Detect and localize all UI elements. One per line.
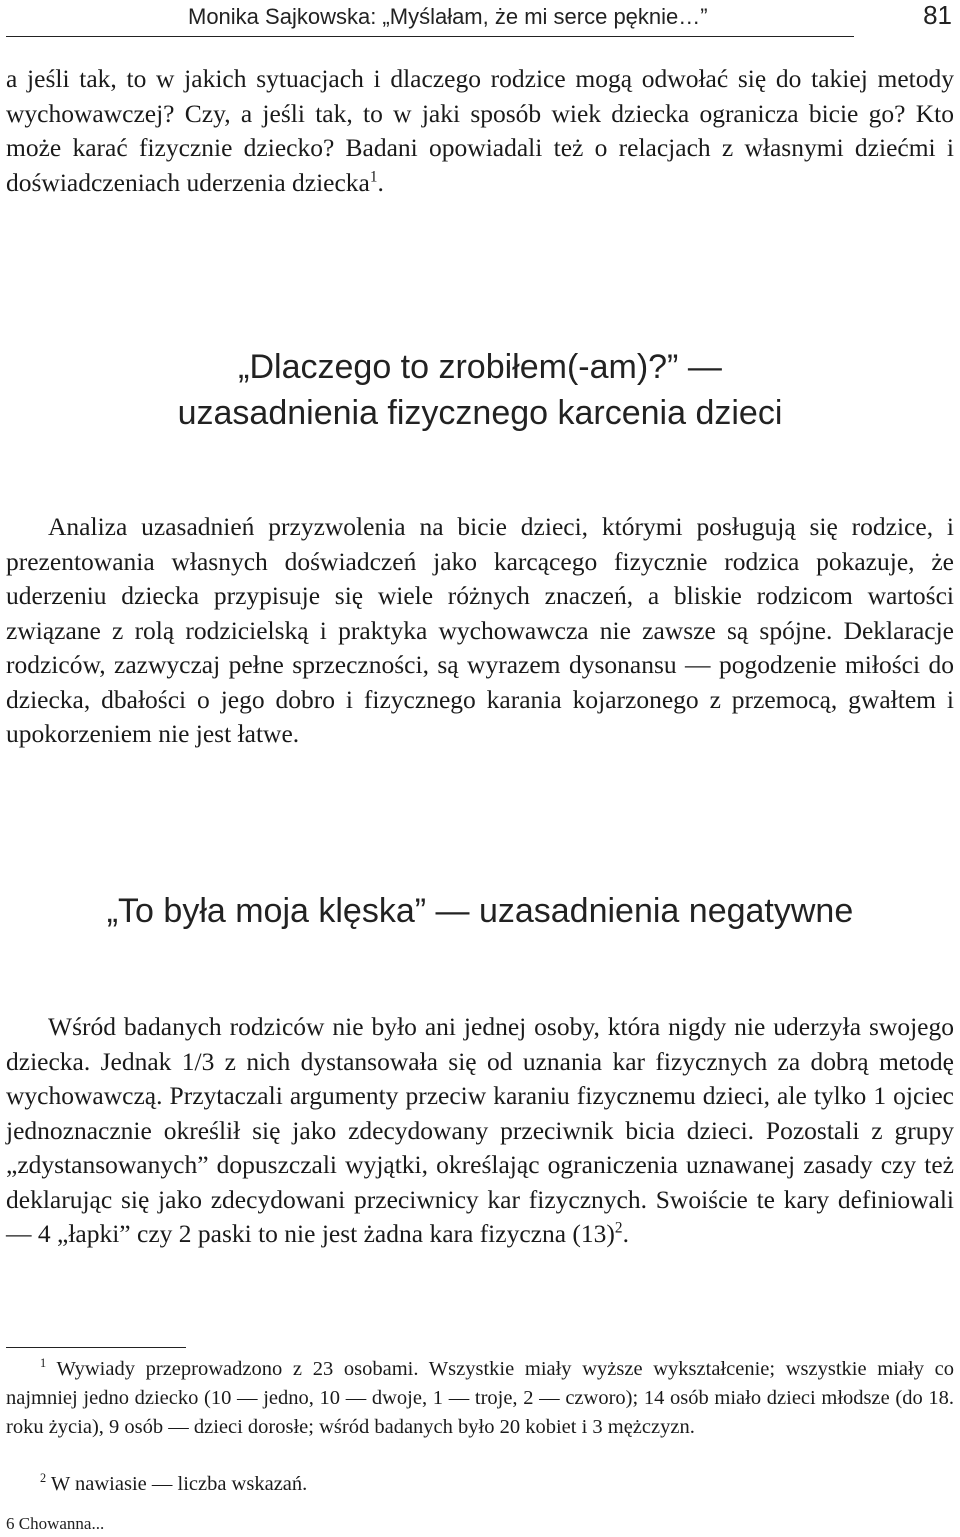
printer-signature: 6 Chowanna... [6,1514,105,1533]
footnote-2 [6,1470,954,1499]
footnote-text-1: Wywiady przeprowadzono z 23 osobami. Wszystkie miały wyższe wykształcenie; wszystkie miały co najmniej jedno dziecko (10 — jedno, 10 — dwoje, 1 — troje, 2 — czworo); 14 osób miało dzieci młodsze (do 18. roku życia), 9 osób — dzieci dorosłe; wśród badanych było 20 kobiet i 3 mężczyzn. [6,1358,954,1438]
paragraph-intro-continued [6,62,954,200]
running-head: Monika Sajkowska: „Myślałam, że mi serce pęknie…” [188,4,708,29]
page-number: 81 [923,0,952,30]
footnote-mark-1: 1 [40,1356,47,1371]
page-header [0,0,960,40]
footnote-ref-1: 1 [369,168,378,185]
footnote-text-2: W nawiasie — liczba wskazań. [50,1473,308,1495]
footnote-ref-2: 2 [614,1219,623,1237]
header-rule [6,36,854,37]
section-heading-justifications [0,344,960,436]
paragraph-end: . [377,167,384,197]
heading-line-2: uzasadnienia fizycznego karcenia dzieci [177,394,783,432]
section-heading-negative: „To była moja klęska” — uzasadnienia negatywne [106,892,854,930]
footnote-rule [6,1347,186,1348]
paragraph-text: Wśród badanych rodziców nie było ani jednej osoby, która nigdy nie uderzyła swojego dziecka. Jednak 1/3 z nich dystansowała się od uznania kar fizycznych za dobrą metodę wychowawczą. Przytaczali argumenty przeciw karaniu fizycznemu dzieci, ale tylko 1 ojciec jednoznacznie określił się jako zdecydowany przeciwnik bicia dzieci. Pozostali z grupy „zdystansowanych” dopuszczali wyjątki, określając ograniczenia uznawanej zasady czy też deklarując się jako zdecydowani przeciwnicy kar fizycznych. Swoiście te kary definiowali — 4 „łapki” czy 2 paski to nie jest żadna kara fizyczna (13) [6,1012,954,1248]
paragraph-text: a jeśli tak, to w jakich sytuacjach i dlaczego rodzice mogą odwołać się do takiej metody wychowawczej? Czy, a jeśli tak, to w jaki sposób wiek dziecka ogranicza bicie go? Kto może karać fizycznie dziecko? Badani opowiadali też o relacjach z własnymi dziećmi i doświadczeniach uderzenia dziecka [6,64,954,197]
paragraph-end: . [622,1219,629,1248]
footnote-1 [6,1355,954,1442]
paragraph-analysis: Analiza uzasadnień przyzwolenia na bicie dzieci, którymi posługują się rodzice, i prezentowania własnych doświadczeń jako karcącego fizycznie rodzica pokazuje, że uderzeniu dziecka przypisuje się wiele różnych znaczeń, a bliskie rodzicom wartości związane z rolą rodzicielską i praktyka wychowawcza nie zawsze są spójne. Deklaracje rodziców, zazwyczaj pełne sprzeczności, są wyrazem dysonansu — pogodzenie miłości do dziecka, dbałości o jego dobro i fizycznego karania kojarzonego z przemocą, gwałtem i upokorzeniem nie jest łatwe. [6,512,954,748]
heading-line-1: „Dlaczego to zrobiłem(-am)?” — [238,348,722,386]
footnote-mark-2: 2 [40,1471,47,1486]
paragraph-negative [6,1010,954,1252]
